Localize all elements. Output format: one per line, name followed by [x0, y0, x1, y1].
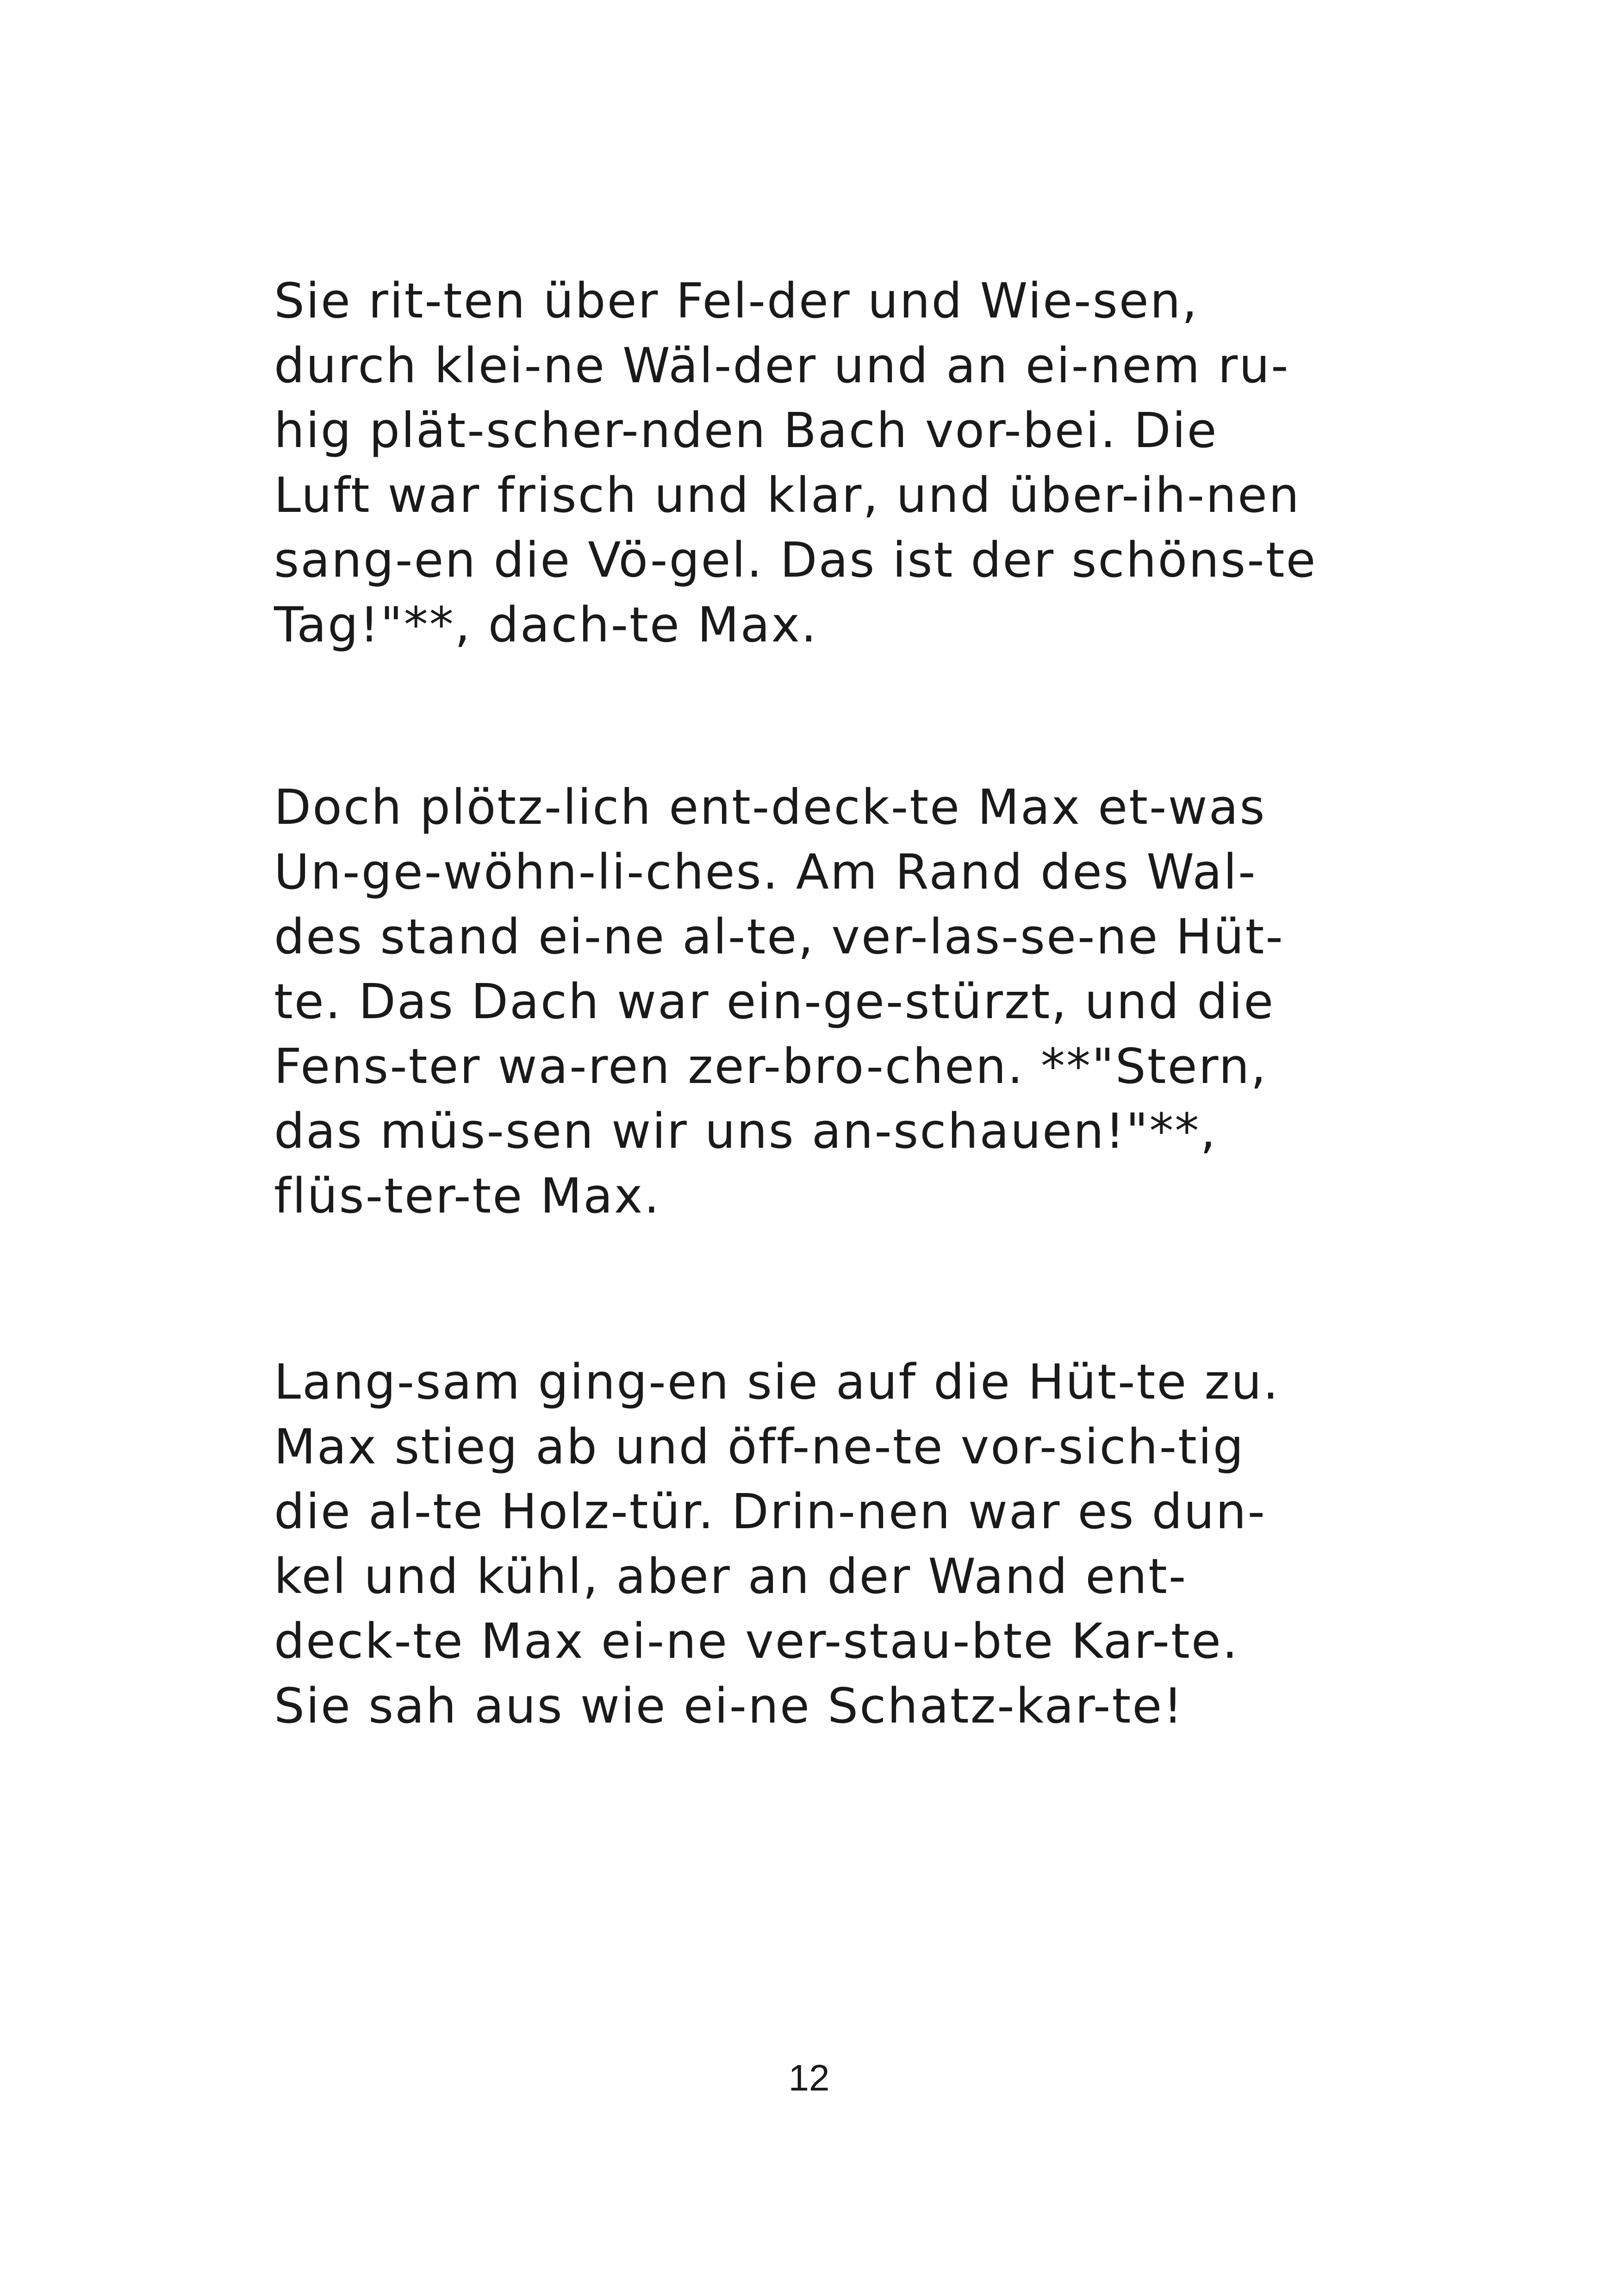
paragraph-1: [274, 268, 1317, 657]
text-line: das müs-sen wir uns an-schauen!"**,: [274, 1103, 1217, 1159]
text-line: Lang-sam ging-en sie auf die Hüt-te zu.: [274, 1354, 1280, 1410]
text-line: Fens-ter wa-ren zer-bro-chen. **"Stern,: [274, 1038, 1268, 1095]
text-line: durch klei-ne Wäl-der und an ei-nem ru-: [274, 337, 1290, 394]
text-line: Doch plötz-lich ent-deck-te Max et-was: [274, 779, 1266, 835]
text-line: Un-ge-wöhn-li-ches. Am Rand des Wal-: [274, 844, 1257, 900]
text-line: Sie sah aus wie ei-ne Schatz-kar-te!: [274, 1678, 1184, 1734]
text-line: deck-te Max ei-ne ver-stau-bte Kar-te.: [274, 1613, 1239, 1669]
text-line: flüs-ter-te Max.: [274, 1168, 661, 1224]
paragraph-3: [274, 1350, 1280, 1738]
text-line: kel und kühl, aber an der Wand ent-: [274, 1548, 1188, 1605]
text-line: te. Das Dach war ein-ge-stürzt, und die: [274, 973, 1275, 1030]
text-line: sang-en die Vö-gel. Das ist der schöns-te: [274, 532, 1317, 588]
text-line: die al-te Holz-tür. Drin-nen war es dun-: [274, 1483, 1267, 1540]
text-line: Max stieg ab und öff-ne-te vor-sich-tig: [274, 1419, 1245, 1475]
page-number: 12: [788, 2057, 830, 2098]
paragraph-2: [274, 775, 1284, 1228]
text-line: des stand ei-ne al-te, ver-las-se-ne Hüt-: [274, 908, 1284, 965]
text-line: Sie rit-ten über Fel-der und Wie-sen,: [274, 273, 1199, 329]
text-line: Luft war frisch und klar, und über-ih-nen: [274, 467, 1301, 523]
text-line: Tag!"**, dach-te Max.: [274, 597, 818, 653]
text-line: hig plät-scher-nden Bach vor-bei. Die: [274, 402, 1218, 459]
